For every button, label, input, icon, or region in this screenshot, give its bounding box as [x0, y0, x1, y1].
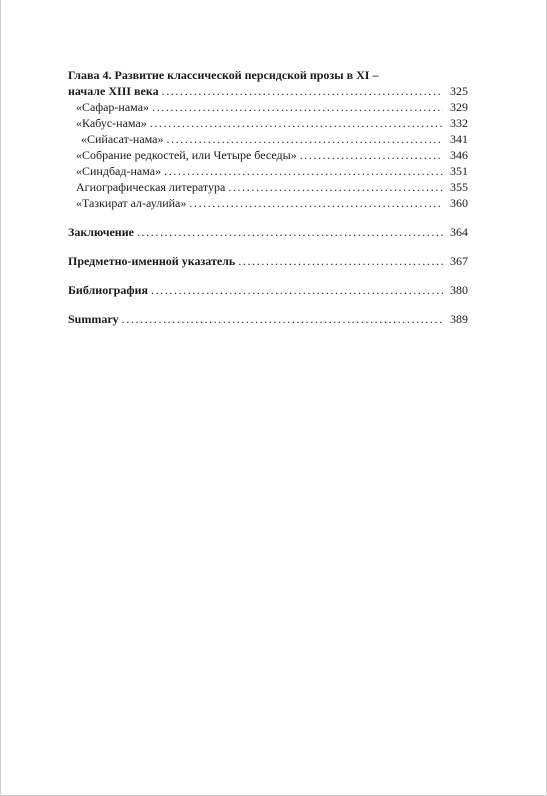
- section-label: «Собрание редкостей, или Четыре беседы»: [76, 148, 297, 162]
- toc-entry-chapter-4[interactable]: [68, 83, 468, 99]
- section-label: «Сийасат-нама»: [81, 132, 164, 146]
- dot-leader: [300, 147, 443, 163]
- spacer: [68, 298, 468, 311]
- toc-entry-siyasat-nama[interactable]: [68, 131, 468, 147]
- dot-leader: [228, 179, 443, 195]
- spacer: [68, 211, 468, 224]
- page-number: 332: [450, 116, 468, 130]
- page-number: 329: [450, 100, 468, 114]
- entry-label: Библиография: [68, 283, 149, 297]
- section-label: «Синдбад-нама»: [76, 164, 162, 178]
- toc-entry-safar-nama[interactable]: [68, 99, 468, 115]
- page-number: 346: [450, 148, 468, 162]
- dot-leader: [151, 282, 443, 298]
- dot-leader: [162, 83, 443, 99]
- page-number: 355: [450, 180, 468, 194]
- page-number: 351: [450, 164, 468, 178]
- page-number: 364: [450, 225, 468, 239]
- toc-entry-conclusion[interactable]: [68, 224, 468, 240]
- toc-entry-subject-name-index[interactable]: [68, 253, 468, 269]
- toc-entry-hagiographic-literature[interactable]: [68, 179, 468, 195]
- toc-entry-kabus-nama[interactable]: [68, 115, 468, 131]
- spacer: [68, 269, 468, 282]
- page-edge-left: [0, 0, 1, 796]
- page-number: 367: [450, 254, 468, 268]
- dot-leader: [150, 115, 443, 131]
- dot-leader: [137, 224, 443, 240]
- dot-leader: [238, 253, 443, 269]
- dot-leader: [164, 163, 443, 179]
- toc-entry-bibliography[interactable]: [68, 282, 468, 298]
- entry-label: Summary: [68, 312, 119, 326]
- spacer: [68, 240, 468, 253]
- section-label: «Сафар-нама»: [76, 100, 150, 114]
- section-label: «Тазкират ал-аулийа»: [76, 196, 187, 210]
- page-number: 380: [450, 283, 468, 297]
- toc-entry-four-discourses[interactable]: [68, 147, 468, 163]
- table-of-contents: [68, 67, 468, 327]
- section-label: Агиографическая литература: [76, 180, 226, 194]
- page-number: 325: [450, 84, 468, 98]
- page-number: 360: [450, 196, 468, 210]
- toc-entry-summary[interactable]: [68, 311, 468, 327]
- entry-label: Предметно-именной указатель: [68, 254, 236, 268]
- toc-entry-sindbad-nama[interactable]: [68, 163, 468, 179]
- dot-leader: [189, 195, 443, 211]
- dot-leader: [122, 311, 443, 327]
- entry-label: Заключение: [68, 225, 134, 239]
- dot-leader: [167, 131, 444, 147]
- toc-entry-tazkirat-al-auliya[interactable]: [68, 195, 468, 211]
- chapter-4-title-line1: Глава 4. Развитие классической персидской прозы в XI –: [68, 68, 379, 82]
- page-number: 341: [450, 132, 468, 146]
- dot-leader: [152, 99, 443, 115]
- chapter-4-title-line2: начале XIII века: [68, 84, 159, 98]
- page-number: 389: [450, 312, 468, 326]
- section-label: «Кабус-нама»: [76, 116, 147, 130]
